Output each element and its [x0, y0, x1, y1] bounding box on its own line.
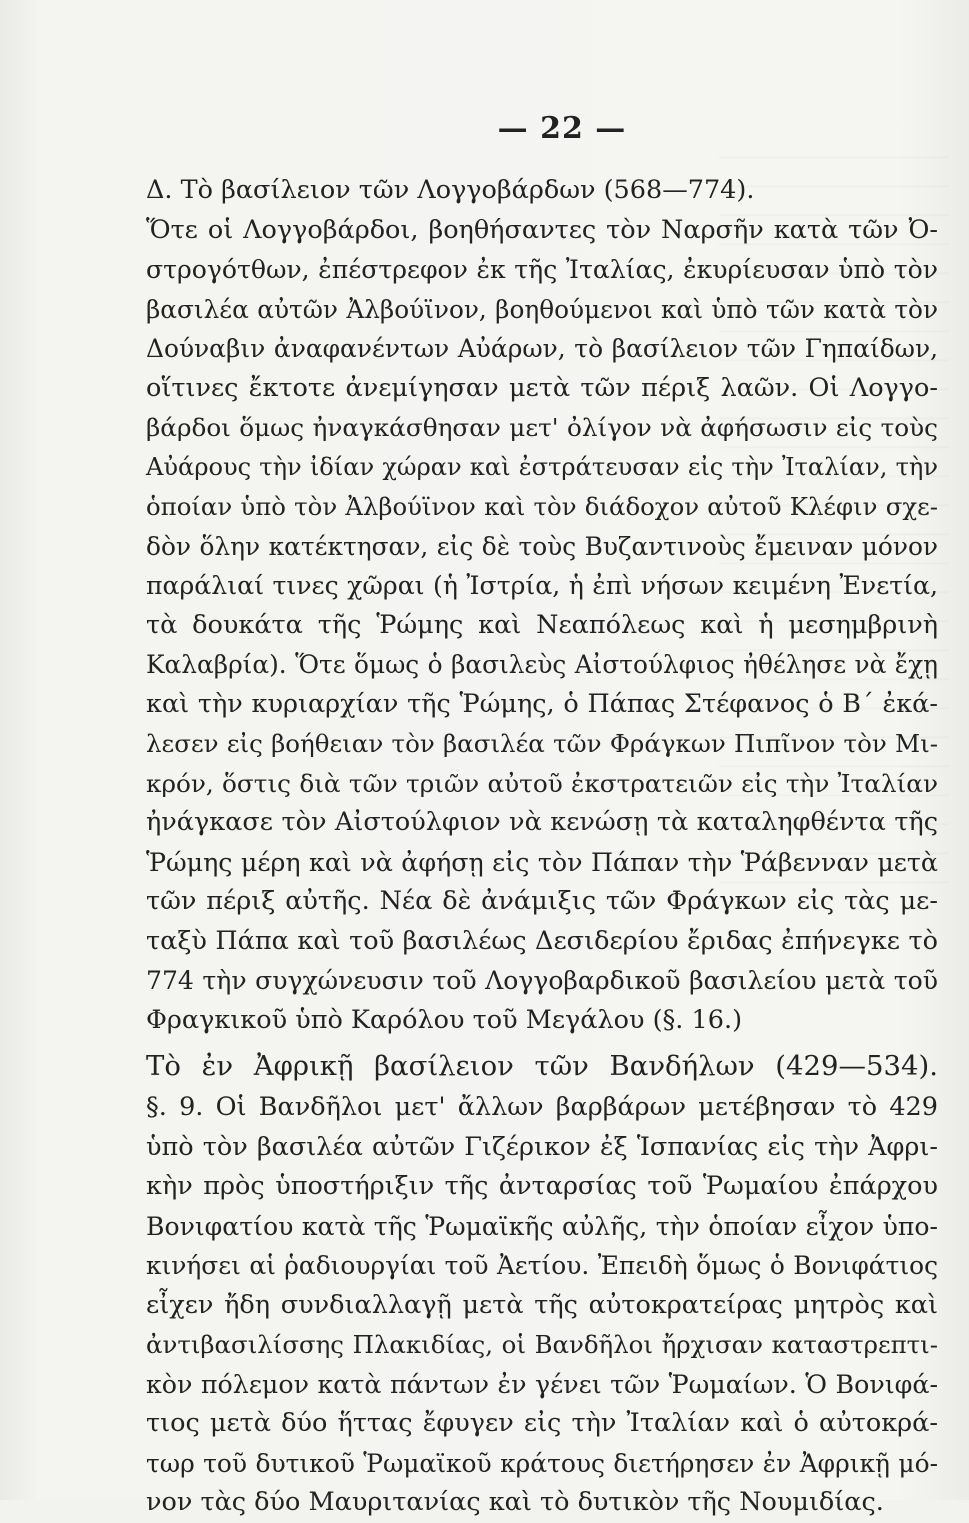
text-line: στρογότθων, ἐπέστρεφον ἐκ τῆς Ἰταλίας, ἐκυρίευσαν ὑπὸ τὸν — [146, 255, 938, 284]
text-line: Δούναβιν ἀναφανέντων Αὐάρων, τὸ βασίλειον τῶν Γηπαίδων, — [146, 334, 938, 363]
page-content — [146, 105, 938, 1523]
text-line: δὸν ὅλην κατέκτησαν, εἰς δὲ τοὺς Βυζαντινοὺς ἔμειναν μόνον — [146, 531, 938, 561]
text-line: Καλαβρία). Ὅτε ὅμως ὁ βασιλεὺς Αἰστούλφιος ἠθέλησε νὰ ἔχῃ — [146, 650, 938, 679]
paragraph-vandals — [146, 1088, 938, 1523]
text-line: νον τὰς δύο Μαυριτανίας καὶ τὸ δυτικὸν τῆς Νουμιδίας. — [146, 1487, 884, 1517]
section-heading-vandals: Τὸ ἐν Ἀφρικῇ βασίλειον τῶν Βανδήλων (429—534). — [146, 1050, 938, 1082]
text-line: εἶχεν ἤδη συνδιαλλαγῇ μετὰ τῆς αὐτοκρατείρας μητρὸς καὶ — [146, 1289, 938, 1320]
text-line: οἵτινες ἔκτοτε ἀνεμίγησαν μετὰ τῶν πέριξ λαῶν. Οἱ Λογγο- — [146, 372, 938, 403]
text-line: ταξὺ Πάπα καὶ τοῦ βασιλέως Δεσιδερίου ἔριδας ἐπήνεγκε τὸ — [146, 925, 938, 956]
text-line: Ῥώμης μέρη καὶ νὰ ἀφήσῃ εἰς τὸν Πάπαν τὴν Ῥάβενναν μετὰ — [146, 846, 938, 877]
page-number: — 22 — — [497, 111, 627, 146]
text-line: ἀντιβασιλίσσης Πλακιδίας, οἱ Βανδῆλοι ἤρχισαν καταστρεπτι- — [146, 1330, 938, 1359]
text-line: ἠνάγκασε τὸν Αἰστούλφιον νὰ κενώσῃ τὰ καταληφθέντα τῆς — [146, 807, 938, 837]
text-line: τῶν πέριξ αὐτῆς. Νέα δὲ ἀνάμιξις τῶν Φράγκων εἰς τὰς με- — [146, 886, 938, 916]
text-line: Αὐάρους τὴν ἰδίαν χώραν καὶ ἐστράτευσαν εἰς τὴν Ἰταλίαν, τὴν — [146, 452, 938, 481]
text-line: κὸν πόλεμον κατὰ πάντων ἐν γένει τῶν Ῥωμαίων. Ὁ Βονιφά- — [146, 1369, 938, 1399]
text-line: κὴν πρὸς ὑποστήριξιν τῆς ἀνταρσίας τοῦ Ῥωμαίου ἐπάρχου — [146, 1171, 938, 1201]
text-line: καὶ τὴν κυριαρχίαν τῆς Ῥώμης, ὁ Πάπας Στέφανος ὁ Β΄ ἐκά- — [146, 688, 938, 719]
text-line: Ὅτε οἱ Λογγοβάρδοι, βοηθήσαντες τὸν Ναρσῆν κατὰ τῶν Ὀ- — [146, 214, 938, 245]
text-line: ὁποίαν ὑπὸ τὸν Ἀλβούϊνον καὶ τὸν διάδοχον αὐτοῦ Κλέφιν σχε- — [146, 492, 938, 521]
text-line: τωρ τοῦ δυτικοῦ Ῥωμαϊκοῦ κράτους διετήρησεν ἐν Ἀφρικῇ μό- — [146, 1448, 938, 1478]
text-line: Βονιφατίου κατὰ τῆς Ῥωμαϊκῆς αὐλῆς, τὴν ὁποίαν εἶχον ὑπο- — [146, 1211, 938, 1241]
text-line: κινήσει αἱ ῥαδιουργίαι τοῦ Ἀετίου. Ἐπειδὴ ὅμως ὁ Βονιφάτιος — [146, 1251, 938, 1280]
text-line: τὰ δουκάτα τῆς Ῥώμης καὶ Νεαπόλεως καὶ ἡ μεσημβρινὴ — [146, 609, 938, 640]
text-line: τιος μετὰ δύο ἥττας ἔφυγεν εἰς τὴν Ἰταλίαν καὶ ὁ αὐτοκρά- — [146, 1408, 938, 1438]
text-line: κρόν, ὅστις διὰ τῶν τριῶν αὐτοῦ ἐκστρατειῶν εἰς τὴν Ἰταλίαν — [146, 768, 938, 798]
text-line: Φραγκικοῦ ὑπὸ Καρόλου τοῦ Μεγάλου (§. 16.) — [146, 1004, 743, 1035]
text-line: ὑπὸ τὸν βασιλέα αὐτῶν Γιζέρικον ἐξ Ἱσπανίας εἰς τὴν Ἀφρι- — [146, 1131, 938, 1162]
text-line: 774 τὴν συγχώνευσιν τοῦ Λογγοβαρδικοῦ βασιλείου μετὰ τοῦ — [146, 966, 938, 995]
text-line: λεσεν εἰς βοήθειαν τὸν βασιλέα τῶν Φράγκων Πιπῖνον τὸν Μι- — [146, 729, 938, 758]
text-line: βάρδοι ὅμως ἠναγκάσθησαν μετ' ὀλίγον νὰ ἀφήσωσιν εἰς τοὺς — [146, 413, 938, 442]
text-line: §. 9. Οἱ Βανδῆλοι μετ' ἄλλων βαρβάρων μετέβησαν τὸ 429 — [146, 1092, 938, 1122]
section-heading-lombards: Δ. Τὸ βασίλειον τῶν Λογγοβάρδων (568—774). — [146, 175, 755, 205]
text-line: βασιλέα αὐτῶν Ἀλβούϊνον, βοηθούμενοι καὶ ὑπὸ τῶν κατὰ τὸν — [146, 294, 938, 324]
paragraph-lombards — [146, 211, 938, 1041]
text-line: παράλιαί τινες χῶραι (ἡ Ἰστρία, ἡ ἐπὶ νήσων κειμένη Ἐνετία, — [146, 571, 938, 600]
